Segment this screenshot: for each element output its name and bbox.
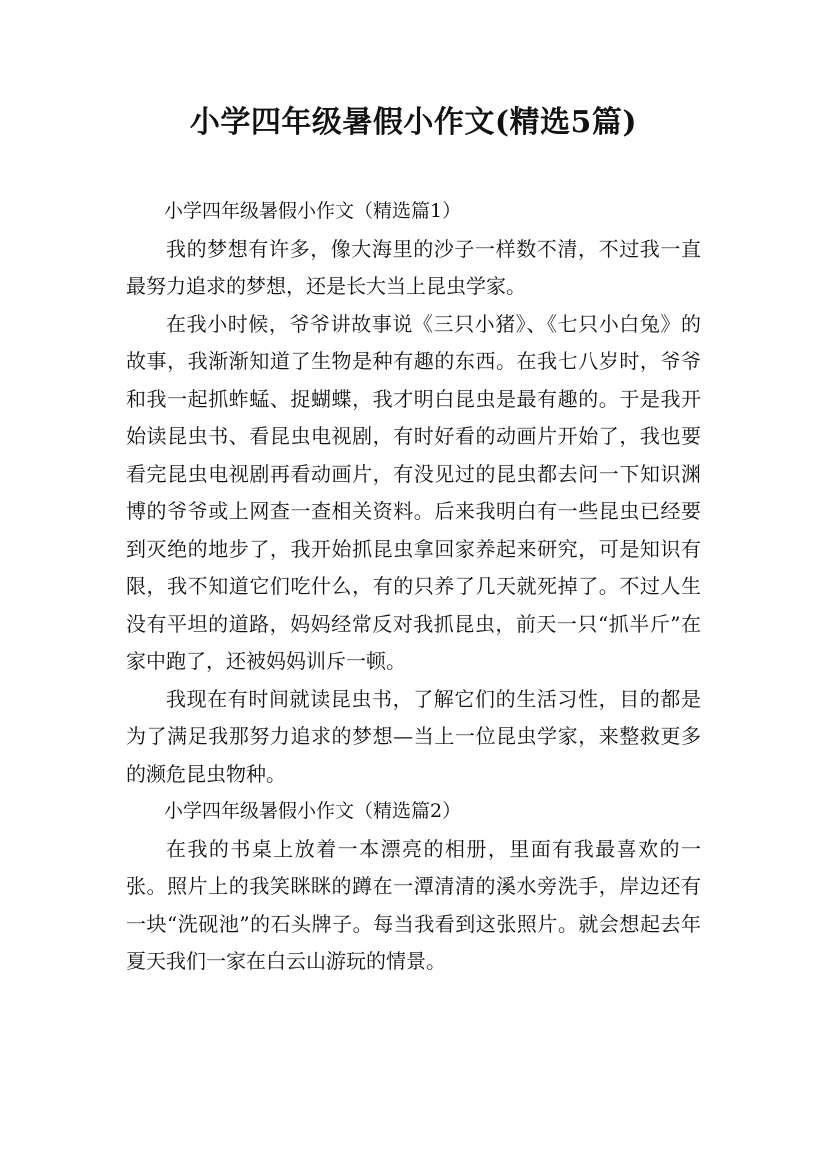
section-heading: 小学四年级暑假小作文（精选篇1）	[164, 200, 462, 222]
paragraph: 我的梦想有许多，像大海里的沙子一样数不清，不过我一直最努力追求的梦想，还是长大当上昆虫学家。	[126, 236, 701, 298]
paragraph: 在我小时候，爷爷讲故事说《三只小猪》、《七只小白兔》的故事，我渐渐知道了生物是种有趣的东西。在我七八岁时，爷爷和我一起抓蚱蜢、捉蝴蝶，我才明白昆虫是最有趣的。于是我开始读昆虫书、看昆虫电视剧，有时好看的动画片开始了，我也要看完昆虫电视剧再看动画片，有没见过的昆虫都去问一下知识渊博的爷爷或上网查一查相关资料。后来我明白有一些昆虫已经要到灭绝的地步了，我开始抓昆虫拿回家养起来研究，可是知识有限，我不知道它们吃什么，有的只养了几天就死掉了。不过人生没有平坦的道路，妈妈经常反对我抓昆虫，前天一只“抓半斤”在家中跑了，还被妈妈训斥一顿。	[126, 311, 701, 673]
section-heading: 小学四年级暑假小作文（精选篇2）	[164, 800, 462, 822]
paragraph: 在我的书桌上放着一本漂亮的相册，里面有我最喜欢的一张。照片上的我笑眯眯的蹲在一潭清清的溪水旁洗手，岸边还有一块“洗砚池”的石头牌子。每当我看到这张照片。就会想起去年夏天我们一家在白云山游玩的情景。	[126, 836, 701, 973]
paragraph: 我现在有时间就读昆虫书，了解它们的生活习性，目的都是为了满足我那努力追求的梦想—当上一位昆虫学家，来整救更多的濒危昆虫物种。	[126, 686, 701, 786]
document-title: 小学四年级暑假小作文(精选5篇)	[189, 105, 638, 140]
document-body	[126, 193, 701, 981]
